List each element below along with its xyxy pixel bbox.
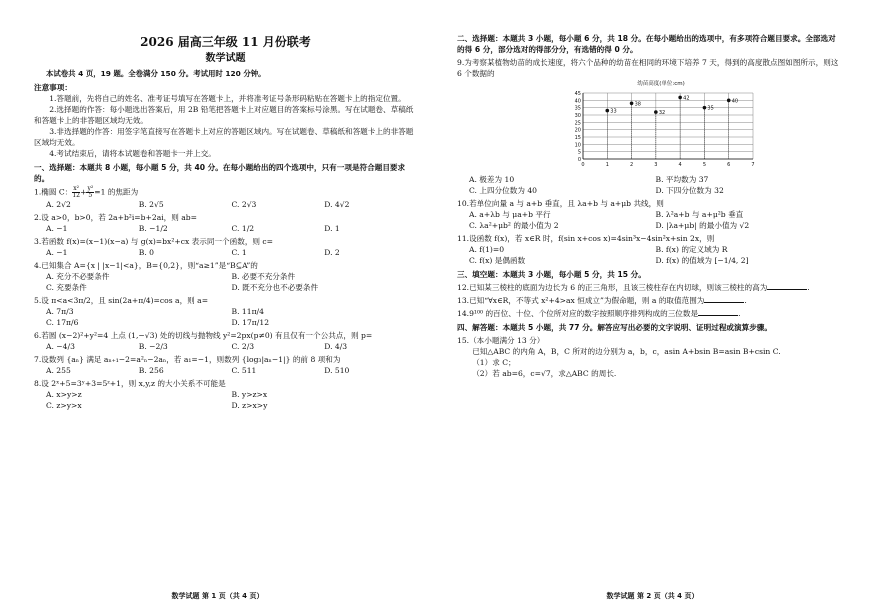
option-d: D. |λa+μb| 的最小值为 √2 <box>655 220 750 230</box>
exam-subject: 数学试题 <box>205 53 246 65</box>
question-3-stem: 3.若函数 f(x)=(x−1)(x−a) 与 g(x)=bx²+cx 表示同一个函数，则 c= <box>34 236 274 246</box>
data-point <box>605 109 609 113</box>
q1-frac-num: y² <box>87 184 94 192</box>
question-5-stem: 5.设 π<a<3π/2，且 sin(2a+π/4)=cos a，则 a= <box>34 295 209 305</box>
y-tick-label: 20 <box>574 127 581 134</box>
question-13: 13.已知“∀x∈R，不等式 x²+4>ax 恒成立”为假命题，则 a 的取值范围为 . <box>457 295 747 305</box>
option-d: D. 17π/12 <box>231 317 270 327</box>
option-a: A. a+λb 与 μa+b 平行 <box>469 209 551 219</box>
option-d: D. 2 <box>324 247 340 257</box>
option-c: C. 17π/6 <box>46 317 79 327</box>
y-tick-label: 40 <box>574 98 581 105</box>
option-a: A. −1 <box>46 223 68 233</box>
question-10-stem: 10.若单位向量 a 与 a+b 垂直，且 λa+b 与 a+μb 共线，则 <box>457 198 664 208</box>
option-a: A. 2√2 <box>46 199 71 209</box>
option-b: B. f(x) 的定义域为 R <box>655 244 728 254</box>
question-8-stem: 8.设 2ˣ+5=3ʸ+3=5ᶻ+1，则 x,y,z 的大小关系不可能是 <box>34 378 226 388</box>
question-2-options <box>34 223 417 234</box>
question-12: 12.已知某三棱柱的底面为边长为 6 的正三角形，且该三棱柱存在内切球，则该三棱柱的高为 . <box>457 282 810 292</box>
question-15-part-1: （1）求 C； <box>472 357 516 367</box>
option-a: A. 255 <box>46 365 71 375</box>
option-a: A. −4/3 <box>46 341 75 351</box>
x-tick-label: 5 <box>702 161 707 168</box>
option-d: D. 4√2 <box>324 199 350 209</box>
question-6-options <box>34 341 417 352</box>
question-10-options <box>457 209 842 231</box>
data-label: 42 <box>683 95 690 102</box>
question-14: 14.9¹⁰⁰ 的百位、十位、个位所对应的数字按照顺序排列构成的三位数是 . <box>457 308 741 318</box>
x-tick-label: 7 <box>751 161 755 168</box>
answer-blank <box>698 315 738 316</box>
answer-blank <box>767 289 807 290</box>
option-b: B. λ²a+b 与 a+μ²b 垂直 <box>655 209 744 219</box>
y-tick-label: 45 <box>574 90 581 97</box>
question-3-options <box>34 247 417 258</box>
option-d: D. f(x) 的值域为 [−1/4, 2] <box>655 255 749 265</box>
option-a: A. −1 <box>46 247 68 257</box>
section-1-heading: 一、选择题：本题共 8 小题，每小题 5 分，共 40 分。在每小题给出的四个选项中，只有一项是符合题目要求的。 <box>34 162 406 183</box>
option-b: B. 11π/4 <box>231 306 264 316</box>
notice-item: 2.选择题的作答：每小题选出答案后，用 2B 铅笔把答题卡上对应题目的答案标号涂黑。写在试题卷、草稿纸和答题卡上的非答题区域均无效。 <box>34 104 414 125</box>
question-2-stem: 2.设 a>0，b>0，若 2a+b²i=b+2ai，则 ab= <box>34 212 198 222</box>
question-8-options <box>34 389 417 411</box>
data-point <box>727 99 731 103</box>
notice-item: 4.考试结束后，请将本试题卷和答题卡一并上交。 <box>49 148 216 158</box>
data-label: 35 <box>707 105 714 112</box>
option-a: A. 极差为 10 <box>469 174 515 184</box>
q1-suffix: =1 的焦距为 <box>94 187 139 197</box>
q1-frac-num: x² <box>73 184 80 192</box>
option-c: C. z>y>x <box>46 400 82 410</box>
option-a: A. f(1)=0 <box>469 244 505 254</box>
question-12-stem: 12.已知某三棱柱的底面为边长为 6 的正三角形，且该三棱柱存在内切球，则该三棱柱的高为 <box>457 282 768 292</box>
question-7-stem: 7.设数列 {aₙ} 满足 aₙ₊₁−2=a²ₙ−2aₙ，若 a₁=−1，则数列 {log₃|aₙ−1|} 的前 8 项和为 <box>34 354 341 364</box>
option-c: C. 2/3 <box>231 341 255 351</box>
q1-fraction-x <box>72 186 80 199</box>
notice-heading: 注意事项： <box>34 82 72 92</box>
question-14-stem: 14.9¹⁰⁰ 的百位、十位、个位所对应的数字按照顺序排列构成的三位数是 <box>457 308 699 318</box>
y-tick-label: 35 <box>574 105 581 112</box>
option-d: D. 4/3 <box>324 341 348 351</box>
option-b: B. −2/3 <box>138 341 168 351</box>
question-6-stem: 6.若圆 (x−2)²+y²=4 上点 (1,−√3) 处的切线与抛物线 y²=2px(p≠0) 有且仅有一个公共点，则 p= <box>34 330 373 340</box>
question-9-options <box>457 174 842 196</box>
y-tick-label: 0 <box>577 156 581 163</box>
option-c: C. 511 <box>231 365 257 375</box>
question-9-stem: 9.为考察某植物幼苗的成长速度，将六个品种的幼苗在相同的环境下培养 7 天，得到的高度散点图如图所示，则这 6 个数据的 <box>457 58 839 78</box>
data-point <box>630 101 634 105</box>
section-3-heading: 三、填空题：本题共 3 小题，每小题 5 分，共 15 分。 <box>457 269 646 279</box>
page-footer: 数学试题 第 2 页（共 4 页） <box>606 591 699 600</box>
x-tick-label: 4 <box>678 161 682 168</box>
x-tick-label: 3 <box>654 161 658 168</box>
x-tick-label: 1 <box>605 161 609 168</box>
option-c: C. 充要条件 <box>46 282 87 292</box>
question-1-options <box>34 199 417 210</box>
option-b: B. 必要不充分条件 <box>231 271 296 281</box>
option-d: D. 下四分位数为 32 <box>655 185 724 195</box>
data-point <box>703 106 707 110</box>
exam-info: 本试卷共 4 页，19 题。全卷满分 150 分。考试用时 120 分钟。 <box>46 68 266 78</box>
question-1-stem: 1.椭圆 C： $\frac{\text{x²}}{12}$ + $\frac{\text{y²}}{5}$ =1 的焦距为 <box>34 184 139 199</box>
x-tick-label: 2 <box>629 161 634 168</box>
data-label: 33 <box>610 108 617 115</box>
option-b: B. 256 <box>138 365 164 375</box>
scatter-chart <box>561 81 761 172</box>
section-4-heading: 四、解答题：本题共 5 小题，共 77 分。解答应写出必要的文字说明、证明过程或演算步骤。 <box>457 322 772 332</box>
option-d: D. z>x>y <box>231 400 268 410</box>
page-footer: 数学试题 第 1 页（共 4 页） <box>171 591 264 600</box>
x-tick-label: 6 <box>727 161 731 168</box>
option-c: C. 1 <box>231 247 247 257</box>
data-label: 38 <box>634 101 641 108</box>
question-11-options <box>457 244 842 266</box>
option-d: D. 既不充分也不必要条件 <box>231 282 319 292</box>
answer-blank <box>704 302 744 303</box>
y-tick-label: 15 <box>574 134 581 141</box>
option-a: A. 充分不必要条件 <box>46 271 110 281</box>
option-a: A. 7π/3 <box>46 306 74 316</box>
question-7-options <box>34 365 417 376</box>
section-2-heading: 二、选择题：本题共 3 小题，每小题 6 分，共 18 分。在每小题给出的选项中，有多项符合题目要求。全部选对的得 6 分，部分选对的得部分分，有选错的得 0 分。 <box>457 34 836 54</box>
option-c: C. 2√3 <box>231 199 257 209</box>
y-tick-label: 10 <box>574 142 581 149</box>
notice-item: 1.答题前，先将自己的姓名、准考证号填写在答题卡上，并将准考证号条形码粘贴在答题卡上的指定位置。 <box>49 93 406 103</box>
option-b: B. y>z>x <box>231 389 268 399</box>
x-tick-label: 0 <box>581 161 585 168</box>
question-15-stem: 已知△ABC 的内角 A，B，C 所对的边分别为 a，b，c，asin A+bsin B=asin B+csin C. <box>472 346 781 356</box>
right-page <box>435 0 870 615</box>
option-b: B. 平均数为 37 <box>655 174 709 184</box>
question-4-options <box>34 271 417 293</box>
question-13-stem: 13.已知“∀x∈R，不等式 x²+4>ax 恒成立”为假命题，则 a 的取值范围为 <box>457 295 705 305</box>
q1-prefix: 1.椭圆 C： <box>34 187 73 197</box>
option-c: C. 1/2 <box>231 223 255 233</box>
chart-svg <box>561 89 761 169</box>
question-15-heading: 15.（本小题满分 13 分） <box>457 335 545 345</box>
q1-frac-den: 5 <box>88 191 93 199</box>
option-a: A. x>y>z <box>46 389 82 399</box>
data-label: 40 <box>731 98 739 105</box>
option-b: B. −1/2 <box>138 223 168 233</box>
question-15-part-2: （2）若 ab=6，c=√7，求△ABC 的周长. <box>472 368 617 378</box>
y-tick-label: 5 <box>577 149 581 156</box>
option-c: C. 上四分位数为 40 <box>469 185 538 195</box>
q1-frac-den: 12 <box>72 191 80 199</box>
chart-title: 幼苗高度(单位:cm) <box>637 81 685 87</box>
data-point <box>654 110 658 114</box>
option-d: D. 510 <box>324 365 350 375</box>
question-4-stem: 4.已知集合 A={x | |x−1|<a}，B={0,2}，则“a≥1”是“B⊆A”的 <box>34 260 258 270</box>
y-tick-label: 25 <box>574 120 581 127</box>
option-d: D. 1 <box>324 223 340 233</box>
y-tick-label: 30 <box>574 112 581 119</box>
exam-title: 2026 届高三年级 11 月份联考 <box>140 35 311 49</box>
notice-item: 3.非选择题的作答：用签字笔直接写在答题卡上对应的答题区域内。写在试题卷、草稿纸和答题卡上的非答题区域均无效。 <box>34 126 414 147</box>
question-5-options <box>34 306 417 328</box>
option-c: C. f(x) 是偶函数 <box>469 255 526 265</box>
question-11-stem: 11.设函数 f(x)，若 x∈R 时，f(sin x+cos x)=4sin³x−4sin²x+sin 2x，则 <box>457 233 715 243</box>
option-b: B. 2√5 <box>138 199 164 209</box>
data-point <box>678 96 682 100</box>
data-label: 32 <box>658 110 666 117</box>
option-b: B. 0 <box>138 247 154 257</box>
option-c: C. λa²+μb² 的最小值为 2 <box>469 220 559 230</box>
